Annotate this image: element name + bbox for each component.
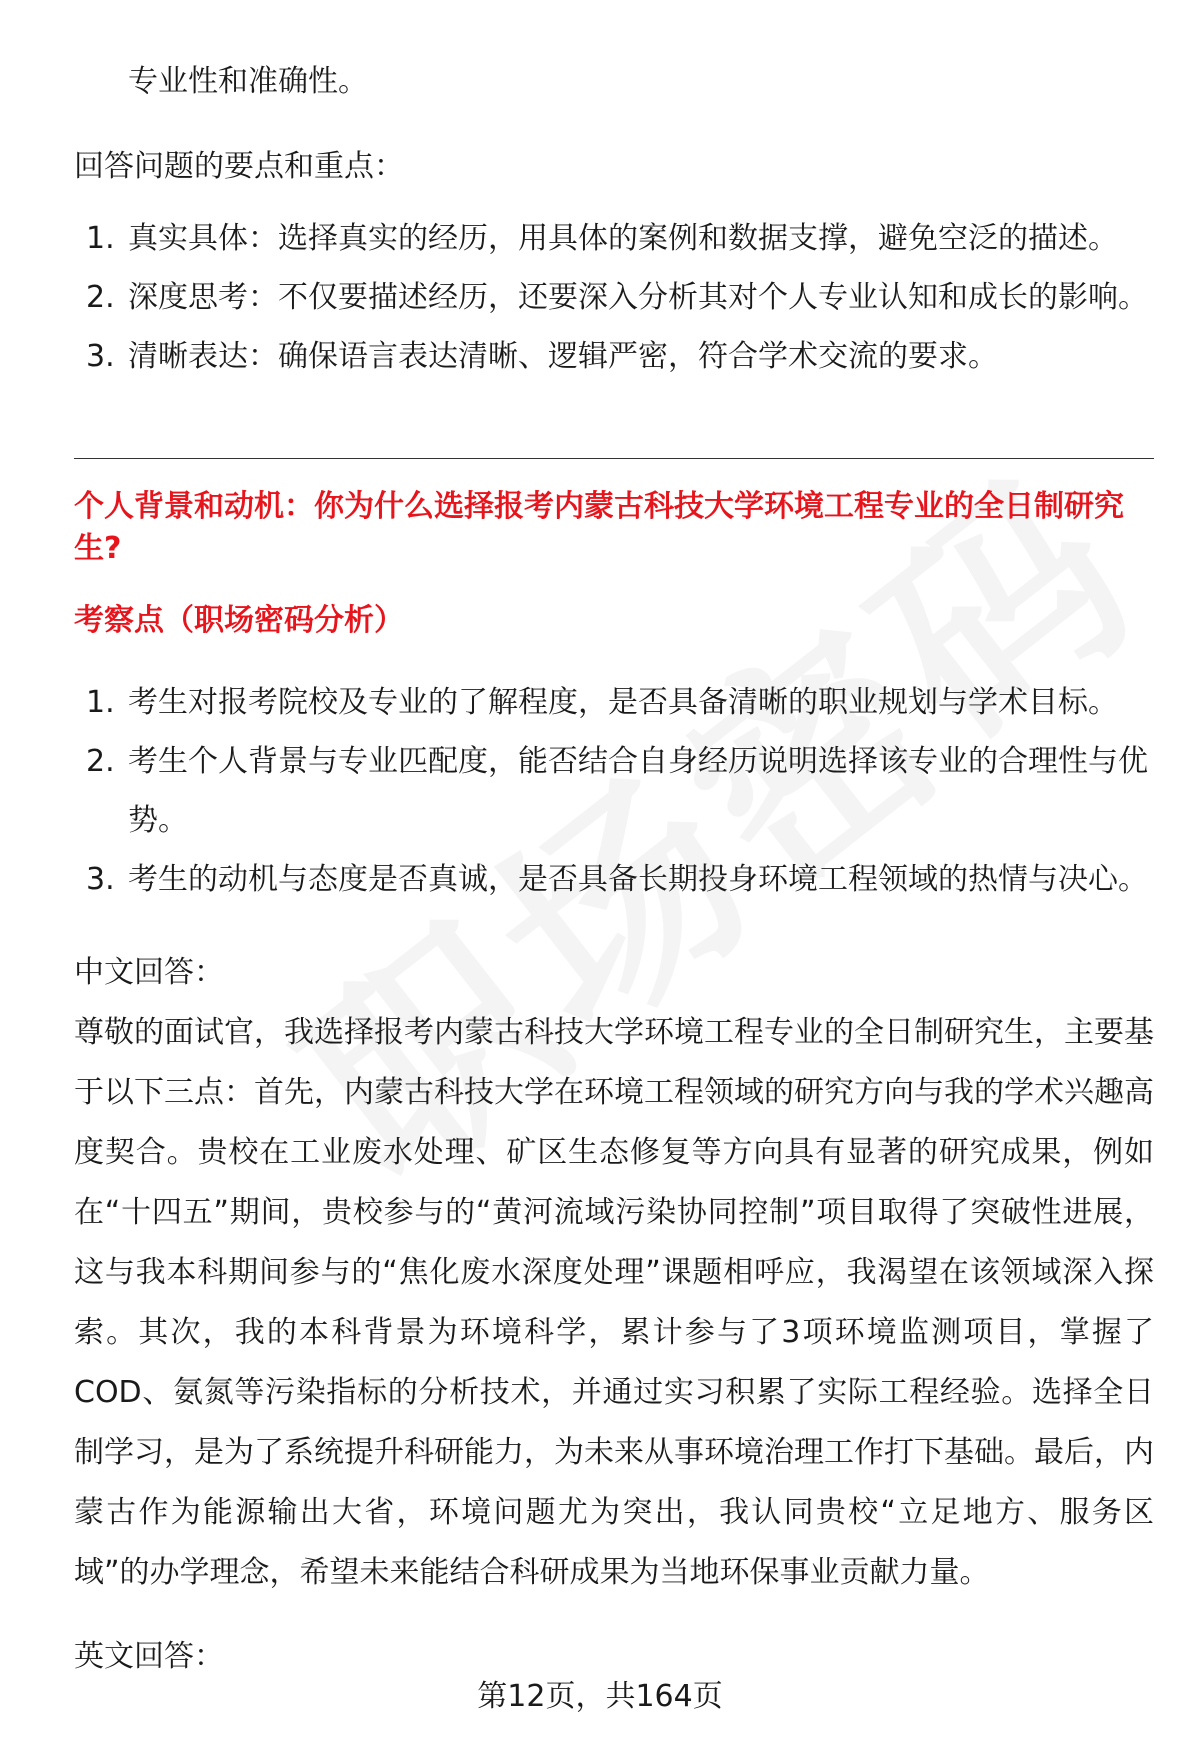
list-item	[74, 268, 1154, 327]
english-answer-label: 英文回答：	[74, 1639, 224, 1674]
list-item	[74, 850, 1154, 909]
list-number: 2.	[86, 744, 115, 779]
points-label: 回答问题的要点和重点：	[74, 149, 404, 184]
list-number: 1.	[86, 685, 115, 720]
key-points-list	[74, 209, 1154, 386]
list-number: 2.	[86, 280, 115, 315]
list-item-text: 考生的动机与态度是否真诚，是否具备长期投身环境工程领域的热情与决心。	[128, 862, 1148, 897]
list-item-text: 真实具体：选择真实的经历，用具体的案例和数据支撑，避免空泛的描述。	[128, 221, 1118, 256]
section-divider	[74, 458, 1154, 459]
list-number: 1.	[86, 221, 115, 256]
list-item	[74, 327, 1154, 386]
list-item-text: 清晰表达：确保语言表达清晰、逻辑严密，符合学术交流的要求。	[128, 339, 998, 374]
list-item	[74, 732, 1154, 850]
list-item-text: 深度思考：不仅要描述经历，还要深入分析其对个人专业认知和成长的影响。	[128, 280, 1148, 315]
chinese-answer-text: 尊敬的面试官，我选择报考内蒙古科技大学环境工程专业的全日制研究生，主要基于以下三点：首先，内蒙古科技大学在环境工程领域的研究方向与我的学术兴趣高度契合。贵校在工业废水处理、矿区生态修复等方向具有显著的研究成果，例如在“十四五”期间，贵校参与的“黄河流域污染协同控制”项目取得了突破性进展，这与我本科期间参与的“焦化废水深度处理”课题相呼应，我渴望在该领域深入探索。其次，我的本科背景为环境科学，累计参与了3项环境监测项目，掌握了COD、氨氮等污染指标的分析技术，并通过实习积累了实际工程经验。选择全日制学习，是为了系统提升科研能力，为未来从事环境治理工作打下基础。最后，内蒙古作为能源输出大省，环境问题尤为突出，我认同贵校“立足地方、服务区域”的办学理念，希望未来能结合科研成果为当地环保事业贡献力量。	[74, 1015, 1154, 1590]
list-item-text: 考生个人背景与专业匹配度，能否结合自身经历说明选择该专业的合理性与优势。	[128, 744, 1148, 838]
list-number: 3.	[86, 862, 115, 897]
list-item	[74, 673, 1154, 732]
list-item-text: 考生对报考院校及专业的了解程度，是否具备清晰的职业规划与学术目标。	[128, 685, 1118, 720]
list-item	[74, 209, 1154, 268]
question-title: 个人背景和动机：你为什么选择报考内蒙古科技大学环境工程专业的全日制研究生?	[74, 489, 1124, 566]
page-indicator: 第12页，共164页	[477, 1679, 723, 1714]
exam-points-list	[74, 673, 1154, 909]
continuation-text: 专业性和准确性。	[128, 64, 368, 99]
chinese-answer-label: 中文回答：	[74, 955, 224, 990]
list-number: 3.	[86, 339, 115, 374]
exam-points-heading: 考察点（职场密码分析）	[74, 603, 404, 638]
